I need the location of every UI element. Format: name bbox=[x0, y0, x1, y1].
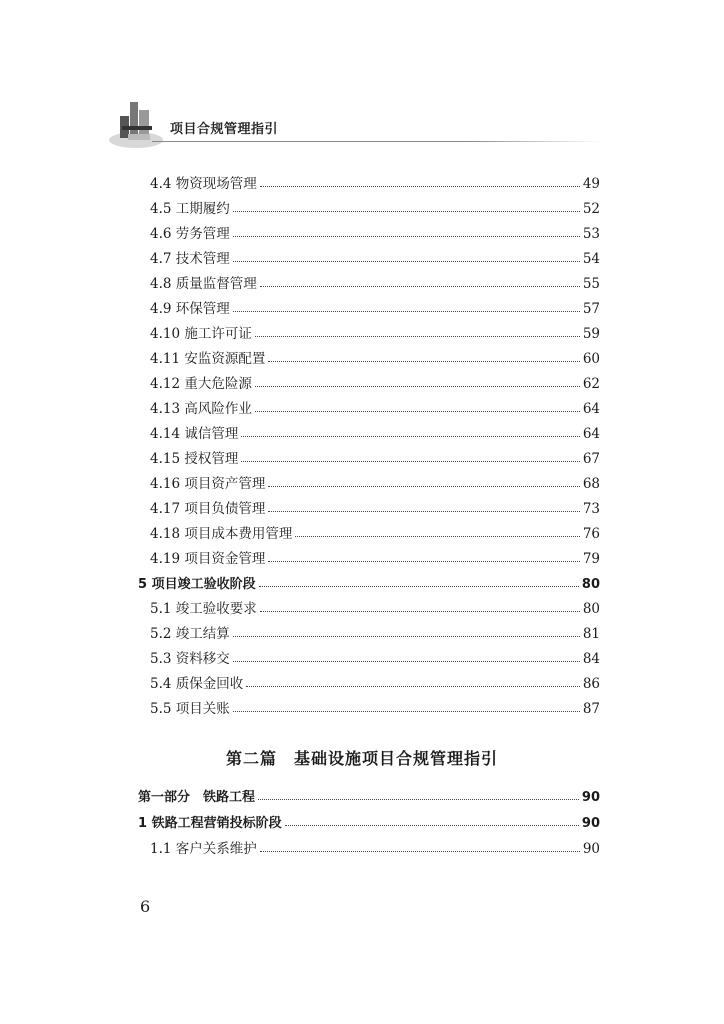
toc-entry[interactable]: 5.3 资料移交 84 bbox=[150, 651, 600, 667]
toc-entry[interactable]: 4.18 项目成本费用管理 76 bbox=[150, 526, 600, 542]
toc-entry[interactable]: 4.7 技术管理 54 bbox=[150, 251, 600, 267]
running-header-title: 项目合规管理指引 bbox=[170, 122, 279, 137]
toc-entry[interactable]: 4.14 诚信管理 64 bbox=[150, 426, 600, 442]
book-logo-icon bbox=[108, 96, 164, 152]
header-rule bbox=[152, 141, 602, 142]
toc-entry[interactable]: 4.11 安监资源配置 60 bbox=[150, 351, 600, 367]
toc-entry[interactable]: 4.13 高风险作业 64 bbox=[150, 401, 600, 417]
toc-chapter-entry[interactable]: 5 项目竣工验收阶段 80 bbox=[138, 577, 600, 592]
part-title: 第二篇 基础设施项目合规管理指引 bbox=[225, 749, 498, 768]
toc-entry[interactable]: 4.12 重大危险源 62 bbox=[150, 376, 600, 392]
toc-entry[interactable]: 4.6 劳务管理 53 bbox=[150, 226, 600, 242]
toc-entry[interactable]: 4.5 工期履约 52 bbox=[150, 201, 600, 217]
toc-entry[interactable]: 4.17 项目负债管理 73 bbox=[150, 501, 600, 517]
toc-entry[interactable]: 5.2 竣工结算 81 bbox=[150, 626, 600, 642]
toc-entry[interactable]: 4.16 项目资产管理 68 bbox=[150, 476, 600, 492]
toc-entry[interactable]: 4.19 项目资金管理 79 bbox=[150, 551, 600, 567]
page-number: 6 bbox=[140, 897, 151, 916]
toc-entry[interactable]: 4.10 施工许可证 59 bbox=[150, 326, 600, 342]
toc-entry[interactable]: 4.4 物资现场管理 49 bbox=[150, 176, 600, 192]
toc-entry[interactable]: 5.1 竣工验收要求 80 bbox=[150, 601, 600, 617]
toc-entry[interactable]: 1.1 客户关系维护 90 bbox=[150, 841, 600, 857]
toc-entry[interactable]: 4.9 环保管理 57 bbox=[150, 301, 600, 317]
toc-part-entry[interactable]: 第一部分 铁路工程 90 bbox=[138, 790, 600, 805]
toc-entry[interactable]: 5.5 项目关账 87 bbox=[150, 701, 600, 717]
toc-chapter-entry[interactable]: 1 铁路工程营销投标阶段 90 bbox=[138, 816, 600, 831]
toc-entry[interactable]: 4.8 质量监督管理 55 bbox=[150, 276, 600, 292]
toc-entry[interactable]: 5.4 质保金回收 86 bbox=[150, 676, 600, 692]
toc-entry[interactable]: 4.15 授权管理 67 bbox=[150, 451, 600, 467]
